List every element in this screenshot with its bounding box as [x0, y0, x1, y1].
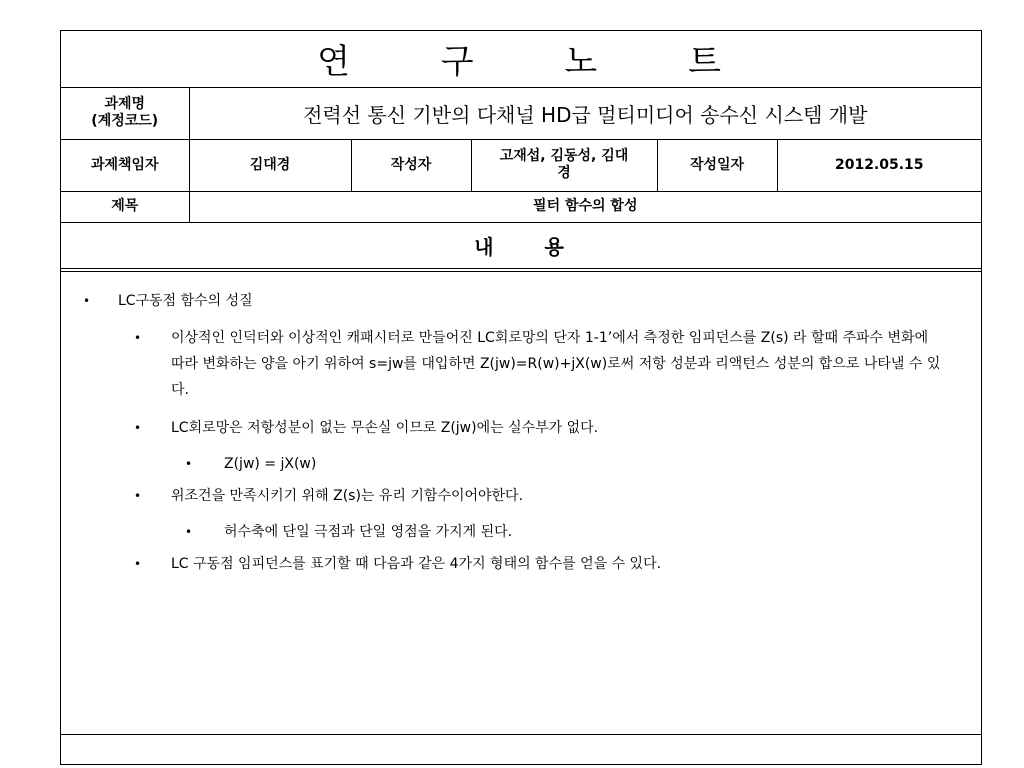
- document-title: 연 구 노 트: [61, 31, 981, 87]
- project-name-label: [61, 87, 189, 139]
- author-label: 작성자: [351, 139, 471, 191]
- list-item: [61, 453, 981, 475]
- bullet-icon: •: [134, 331, 142, 345]
- author-value: [471, 139, 657, 191]
- project-name-label-line1: 과제명: [104, 96, 146, 112]
- project-lead-label: 과제책임자: [61, 139, 189, 191]
- list-item-text: Z(jw) = jX(w): [224, 456, 317, 472]
- list-item-text: LC구동점 함수의 성질: [118, 293, 253, 309]
- list-item-text: LC 구동점 임피던스를 표기할 때 다음과 같은 4가지 형태의 함수를 얻을 수 있다.: [171, 556, 662, 572]
- note-header-table: [61, 31, 981, 269]
- list-item: [61, 291, 981, 311]
- content-list: [61, 272, 981, 577]
- content-body: [61, 271, 981, 733]
- list-item-text: 위조건을 만족시키기 위해 Z(s)는 유리 기함수이어야한다.: [171, 488, 524, 504]
- list-item-text: 이상적인 인덕터와 이상적인 캐패시터로 만들어진 LC회로망의 단자 1-1’에서 측정한 임피던스를 Z(s) 라 할때 주파수 변화에 따라 변화하는 양을 아기 위하여 s=jw를 대입하면 Z(jw)=R(w)+jX(w)로써 저항 성분과 리액턴스 성분의 합으로 나타낼 수 있다.: [171, 330, 941, 398]
- author-value-line2: 경: [557, 165, 571, 181]
- author-value-line1: 고재섭, 김동성, 김대: [499, 148, 629, 164]
- list-item: [61, 521, 981, 543]
- date-label: 작성일자: [657, 139, 777, 191]
- bullet-icon: •: [134, 489, 142, 503]
- bullet-icon: •: [134, 557, 142, 571]
- subject-value: 필터 함수의 합성: [189, 191, 981, 222]
- bullet-icon: •: [134, 421, 142, 435]
- bullet-icon: •: [185, 457, 193, 471]
- list-item-text: LC회로망은 저항성분이 없는 무손실 이므로 Z(jw)에는 실수부가 없다.: [171, 420, 599, 436]
- list-item: [61, 483, 941, 509]
- list-item: [61, 325, 941, 403]
- list-item: [61, 551, 941, 577]
- list-item: [61, 415, 941, 441]
- project-name-value: 전력선 통신 기반의 다채널 HD급 멀티미디어 송수신 시스템 개발: [189, 87, 981, 139]
- research-note-sheet: [60, 30, 982, 765]
- subject-label: 제목: [61, 191, 189, 222]
- project-lead-value: 김대경: [189, 139, 351, 191]
- bullet-icon: •: [83, 294, 91, 308]
- bullet-icon: •: [185, 525, 193, 539]
- project-name-label-line2: (계정코드): [91, 113, 159, 129]
- date-value: 2012.05.15: [777, 139, 981, 191]
- footer-divider: [61, 734, 981, 735]
- list-item-text: 허수축에 단일 극점과 단일 영점을 가지게 된다.: [224, 524, 513, 540]
- content-heading: 내 용: [61, 222, 981, 268]
